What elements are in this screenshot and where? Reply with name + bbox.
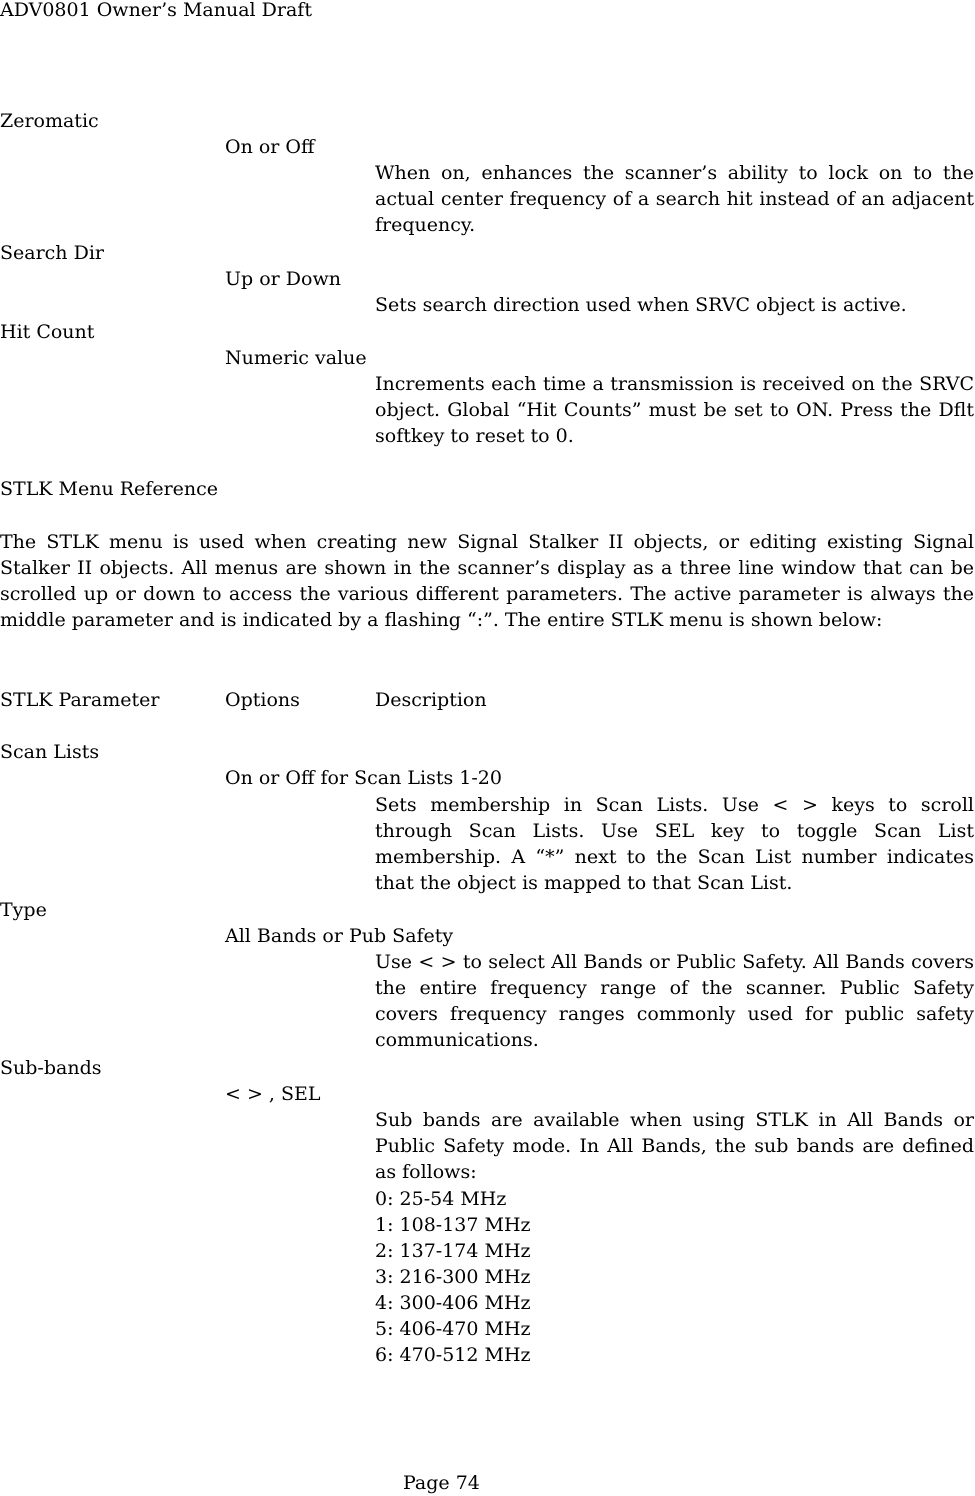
sub-band-item: 1: 108-137 MHz (375, 1214, 531, 1236)
param-description: Increments each time a transmission is received on the SRVC object. Global “Hit Counts” must be set to ON. Press the Dflt softkey to reset to 0. (375, 373, 974, 447)
param-description: When on, enhances the scanner’s ability to lock on to the actual center frequency of a search hit instead of an adjacent frequency. (375, 162, 974, 236)
param-name: Type (0, 899, 47, 921)
param-description: Use < > to select All Bands or Public Safety. All Bands covers the entire frequency range of the scanner. Public Safety covers frequency ranges commonly used for public safety communications. (375, 951, 974, 1051)
param-options: < > , SEL (225, 1083, 321, 1105)
section-heading: STLK Menu Reference (0, 478, 219, 500)
param-name: Sub-bands (0, 1057, 102, 1079)
param-description: Sets search direction used when SRVC object is active. (375, 294, 907, 316)
sub-band-item: 3: 216-300 MHz (375, 1266, 531, 1288)
sub-band-item: 0: 25-54 MHz (375, 1188, 507, 1210)
section-intro: The STLK menu is used when creating new Signal Stalker II objects, or editing existing Signal Stalker II objects. All menus are shown in the scanner’s display as a three line window that can be scrolled up or down to access the various different parameters. The active parameter is always the middle parameter and is indicated by a flashing “:”. The entire STLK menu is shown below: (0, 531, 974, 631)
sub-band-list (375, 1186, 531, 1368)
param-name: Zeromatic (0, 110, 99, 132)
table-header-options: Options (225, 689, 300, 711)
param-name: Scan Lists (0, 741, 100, 763)
param-options: On or Off for Scan Lists 1-20 (225, 767, 502, 789)
param-options: On or Off (225, 136, 315, 158)
sub-band-item: 6: 470-512 MHz (375, 1344, 531, 1366)
page-number: Page 74 (403, 1472, 480, 1494)
param-name: Search Dir (0, 242, 104, 264)
param-description: Sets membership in Scan Lists. Use < > keys to scroll through Scan Lists. Use SEL key to toggle Scan List membership. A “*” next to the Scan List number indicates that the object is mapped to that Scan List. (375, 794, 974, 894)
param-options: Up or Down (225, 268, 341, 290)
param-description: Sub bands are available when using STLK in All Bands or Public Safety mode. In All Bands, the sub bands are defined as follows: (375, 1109, 974, 1183)
table-header-description: Description (375, 689, 487, 711)
param-options: Numeric value (225, 347, 367, 369)
sub-band-item: 4: 300-406 MHz (375, 1292, 531, 1314)
param-name: Hit Count (0, 321, 95, 343)
param-options: All Bands or Pub Safety (225, 925, 454, 947)
table-header-parameter: STLK Parameter (0, 689, 160, 711)
sub-band-item: 5: 406-470 MHz (375, 1318, 531, 1340)
document-header: ADV0801 Owner’s Manual Draft (0, 0, 312, 21)
sub-band-item: 2: 137-174 MHz (375, 1240, 531, 1262)
